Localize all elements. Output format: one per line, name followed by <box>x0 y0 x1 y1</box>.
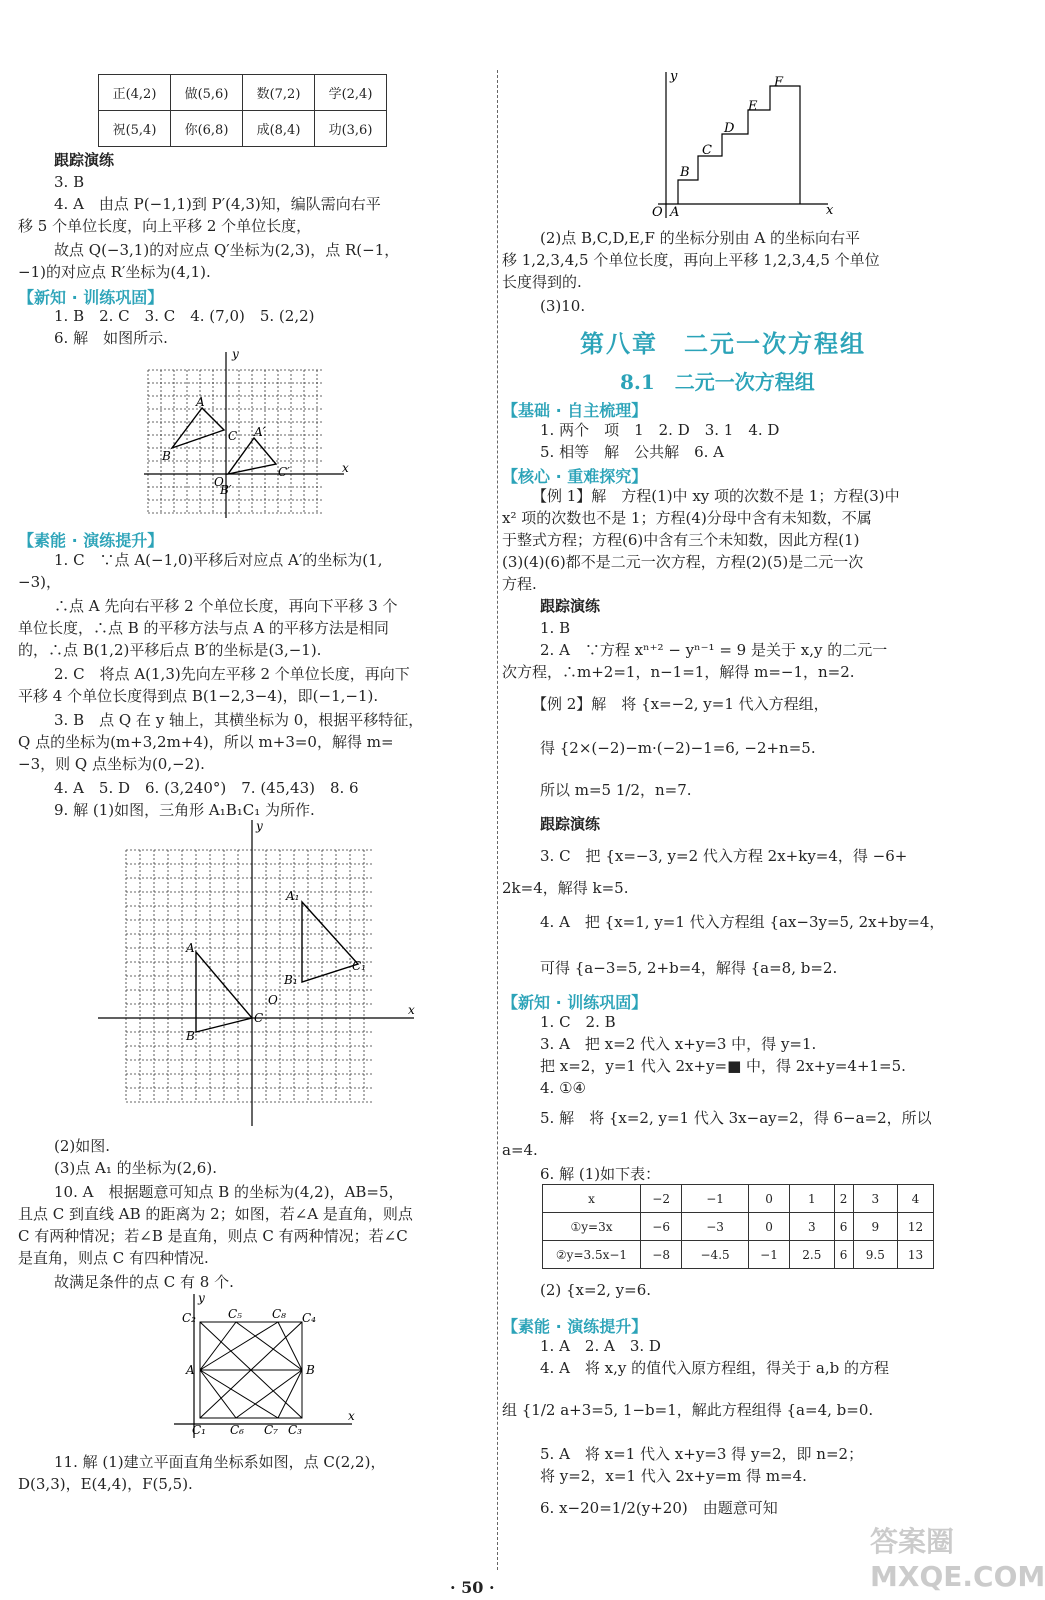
subheading: 跟踪演练 <box>54 151 115 169</box>
point-label: A <box>196 395 205 409</box>
point-label: C′ <box>278 465 290 479</box>
point-label: C₁ <box>352 959 366 973</box>
axis-label: x <box>342 461 349 475</box>
point-label: A′ <box>254 425 266 439</box>
answer-line: 1. B 2. C 3. C 4. (7,0) 5. (2,2) <box>54 307 315 325</box>
answer-line: 4. A 把 {x=1, y=1 代入方程组 {ax−3y=5, 2x+by=4， <box>540 913 945 931</box>
point-label: C₄ <box>302 1311 316 1325</box>
answer-line: −3，则 Q 点坐标为(0,−2). <box>18 755 205 773</box>
answer-line: Q 点的坐标为(m+3,2m+4)，所以 m+3=0，解得 m= <box>18 733 394 751</box>
answer-line: 将 y=2，x=1 代入 2x+y=m 得 m=4. <box>540 1467 807 1485</box>
translation-figure-2 <box>96 818 426 1130</box>
answer-line: 所以 m=5 1/2，n=7. <box>540 781 692 799</box>
point-label: B <box>186 1029 195 1043</box>
point-label: A <box>186 941 195 955</box>
answer-line: a=4. <box>502 1141 538 1159</box>
section-heading: 【新知 · 训练巩固】 <box>502 993 648 1012</box>
point-label: C₈ <box>272 1307 286 1321</box>
watermark: 答案圈 MXQE.COM <box>870 1525 1045 1593</box>
axis-label: y <box>670 69 678 84</box>
section-heading: 【基础 · 自主梳理】 <box>502 401 648 420</box>
point-label: E <box>748 99 758 114</box>
point-label: D <box>724 121 735 136</box>
section-heading: 【新知 · 训练巩固】 <box>18 288 164 307</box>
answer-line: 【例 1】解 方程(1)中 xy 项的次数不是 1；方程(3)中 <box>532 487 900 505</box>
answer-line: 1. A 2. A 3. D <box>540 1337 661 1355</box>
answer-line: 5. A 将 x=1 代入 x+y=3 得 y=2，即 n=2； <box>540 1445 864 1463</box>
answer-line: 故点 Q(−3,1)的对应点 Q′坐标为(2,3)，点 R(−1， <box>54 241 400 259</box>
answer-line: 3. C 把 {x=−3, y=2 代入方程 2x+ky=4，得 −6+ <box>540 847 908 865</box>
answer-line: 组 {1/2 a+3=5, 1−b=1，解此方程组得 {a=4, b=0. <box>502 1401 874 1419</box>
translation-figure-1 <box>144 348 354 524</box>
point-label: B <box>680 165 690 180</box>
answer-line: (2)如图. <box>54 1137 111 1155</box>
answer-line: (3)10. <box>540 297 586 315</box>
answer-line: 故满足条件的点 C 有 8 个. <box>54 1273 234 1291</box>
answer-line: (2)点 B,C,D,E,F 的坐标分别由 A 的坐标向右平 <box>540 229 861 247</box>
point-label: C₆ <box>230 1423 244 1437</box>
subheading: 跟踪演练 <box>540 815 601 833</box>
answer-line: 把 x=2，y=1 代入 2x+y=■ 中，得 2x+y=4+1=5. <box>540 1057 906 1075</box>
answer-line: C 有两种情况；若∠B 是直角，则点 C 有两种情况；若∠C <box>18 1227 408 1245</box>
answer-line: 2k=4，解得 k=5. <box>502 879 629 897</box>
point-label: B <box>306 1363 315 1377</box>
answer-line: 且点 C 到直线 AB 的距离为 2；如图，若∠A 是直角，则点 <box>18 1205 413 1223</box>
subheading: 跟踪演练 <box>540 597 601 615</box>
answer-line: 11. 解 (1)建立平面直角坐标系如图，点 C(2,2)， <box>54 1453 386 1471</box>
answer-line: 5. 相等 解 公共解 6. A <box>540 443 724 461</box>
point-label: C₂ <box>182 1311 196 1325</box>
answer-line: 方程. <box>502 575 537 593</box>
section-heading: 【素能 · 演练提升】 <box>18 531 164 550</box>
point-label: C <box>254 1011 264 1025</box>
answer-line: 的，∴点 B(1,2)平移后点 B′的坐标是(3,−1). <box>18 641 322 659</box>
axis-label: x <box>348 1409 355 1423</box>
answer-line: 4. A 由点 P(−1,1)到 P′(4,3)知，编队需向右平 <box>54 195 381 213</box>
answer-line: 3. B 点 Q 在 y 轴上，其横坐标为 0，根据平移特征， <box>54 711 424 729</box>
answer-line: 长度得到的. <box>502 273 582 291</box>
point-label: A₁ <box>286 889 300 903</box>
answer-line: 单位长度，∴点 B 的平移方法与点 A 的平移方法是相同 <box>18 619 389 637</box>
answer-line: 6. x−20=1/2(y+20) 由题意可知 <box>540 1499 778 1517</box>
answer-line: 可得 {a−3=5, 2+b=4，解得 {a=8, b=2. <box>540 959 838 977</box>
answer-line: 4. ①④ <box>540 1079 586 1097</box>
answer-line: 1. 两个 项 1 2. D 3. 1 4. D <box>540 421 780 439</box>
point-label: F <box>774 75 784 90</box>
point-label: B <box>162 449 171 463</box>
page-number: · 50 · <box>450 1578 495 1597</box>
point-label: A <box>670 205 680 220</box>
answer-line: 得 {2×(−2)−m·(−2)−1=6, −2+n=5. <box>540 739 816 757</box>
axis-label: y <box>198 1291 205 1305</box>
answer-line: 移 1,2,3,4,5 个单位长度，再向上平移 1,2,3,4,5 个单位 <box>502 251 880 269</box>
answer-line: (2) {x=2, y=6. <box>540 1281 652 1299</box>
axis-label: x <box>826 203 834 218</box>
answer-line: 6. 解 如图所示. <box>54 329 168 347</box>
point-label: B₁ <box>284 973 298 987</box>
point-label: B′ <box>220 483 232 497</box>
point-label: C₃ <box>288 1423 302 1437</box>
answer-line: 5. 解 将 {x=2, y=1 代入 3x−ay=2，得 6−a=2，所以 <box>540 1109 932 1127</box>
answer-line: 平移 4 个单位长度得到点 B(1−2,3−4)，即(−1,−1). <box>18 687 379 705</box>
answer-line: 10. A 根据题意可知点 B 的坐标为(4,2)，AB=5， <box>54 1183 404 1201</box>
axis-label: y <box>256 819 263 833</box>
table-row: ①y=3x −6 −3 0 3 6 9 12 <box>543 1213 934 1241</box>
section-heading: 【素能 · 演练提升】 <box>502 1317 648 1336</box>
point-label: A <box>186 1363 195 1377</box>
table-row: ②y=3.5x−1 −8 −4.5 −1 2.5 6 9.5 13 <box>543 1241 934 1269</box>
staircase-figure <box>650 68 840 224</box>
answer-line: 次方程，∴m+2=1，n−1=1，解得 m=−1，n=2. <box>502 663 855 681</box>
answer-line: 6. 解 (1)如下表： <box>540 1165 661 1183</box>
answer-line: D(3,3)，E(4,4)，F(5,5). <box>18 1475 193 1493</box>
coordinate-table <box>98 74 387 147</box>
answer-line: 2. A ∵方程 xⁿ⁺² − yⁿ⁻¹ = 9 是关于 x,y 的二元一 <box>540 641 888 659</box>
point-label: C <box>702 143 712 158</box>
origin-label: O <box>652 205 663 220</box>
table-row: 正(4,2) 做(5,6) 数(7,2) 学(2,4) <box>99 75 387 111</box>
answer-line: 3. A 把 x=2 代入 x+y=3 中，得 y=1. <box>540 1035 817 1053</box>
answer-line: 【例 2】解 将 {x=−2, y=1 代入方程组， <box>532 695 829 713</box>
axis-label: x <box>408 1003 415 1017</box>
point-c-figure <box>168 1292 358 1442</box>
answer-line: 4. A 5. D 6. (3,240°) 7. (45,43) 8. 6 <box>54 779 359 797</box>
section-title: 8.1 二元一次方程组 <box>620 370 815 394</box>
answer-line: 2. C 将点 A(1,3)先向左平移 2 个单位长度，再向下 <box>54 665 410 683</box>
answer-line: 于整式方程；方程(6)中含有三个未知数，因此方程(1) <box>502 531 860 549</box>
answer-line: ∴点 A 先向右平移 2 个单位长度，再向下平移 3 个 <box>54 597 398 615</box>
answer-line: 1. C 2. B <box>540 1013 616 1031</box>
section-heading: 【核心 · 重难探究】 <box>502 467 648 486</box>
axis-label: y <box>232 347 239 361</box>
origin-label: O <box>268 993 278 1007</box>
chapter-title: 第八章 二元一次方程组 <box>580 329 866 358</box>
point-label: C₇ <box>264 1423 278 1437</box>
answer-line: −1)的对应点 R′坐标为(4,1). <box>18 263 211 281</box>
answer-line: 3. B <box>54 173 85 191</box>
table-row: x −2 −1 0 1 2 3 4 <box>543 1185 934 1213</box>
answer-line: 1. B <box>540 619 571 637</box>
column-divider <box>497 70 498 1570</box>
point-label: C₁ <box>192 1423 206 1437</box>
origin-label: O <box>214 475 224 489</box>
answer-line: 9. 解 (1)如图，三角形 A₁B₁C₁ 为所作. <box>54 801 315 819</box>
answer-line: 1. C ∵点 A(−1,0)平移后对应点 A′的坐标为(1, <box>54 551 383 569</box>
answer-line: (3)(4)(6)都不是二元一次方程，方程(2)(5)是二元一次 <box>502 553 864 571</box>
answer-line: 移 5 个单位长度，向上平移 2 个单位长度， <box>18 217 312 235</box>
function-table <box>542 1184 934 1269</box>
point-label: C <box>228 429 238 443</box>
answer-line: x² 项的次数也不是 1；方程(4)分母中含有未知数，不属 <box>502 509 872 527</box>
answer-line: −3)， <box>18 573 61 591</box>
answer-line: 4. A 将 x,y 的值代入原方程组，得关于 a,b 的方程 <box>540 1359 890 1377</box>
point-label: C₅ <box>228 1307 242 1321</box>
answer-line: 是直角，则点 C 有四种情况. <box>18 1249 209 1267</box>
table-row: 祝(5,4) 你(6,8) 成(8,4) 功(3,6) <box>99 111 387 147</box>
answer-line: (3)点 A₁ 的坐标为(2,6). <box>54 1159 217 1177</box>
